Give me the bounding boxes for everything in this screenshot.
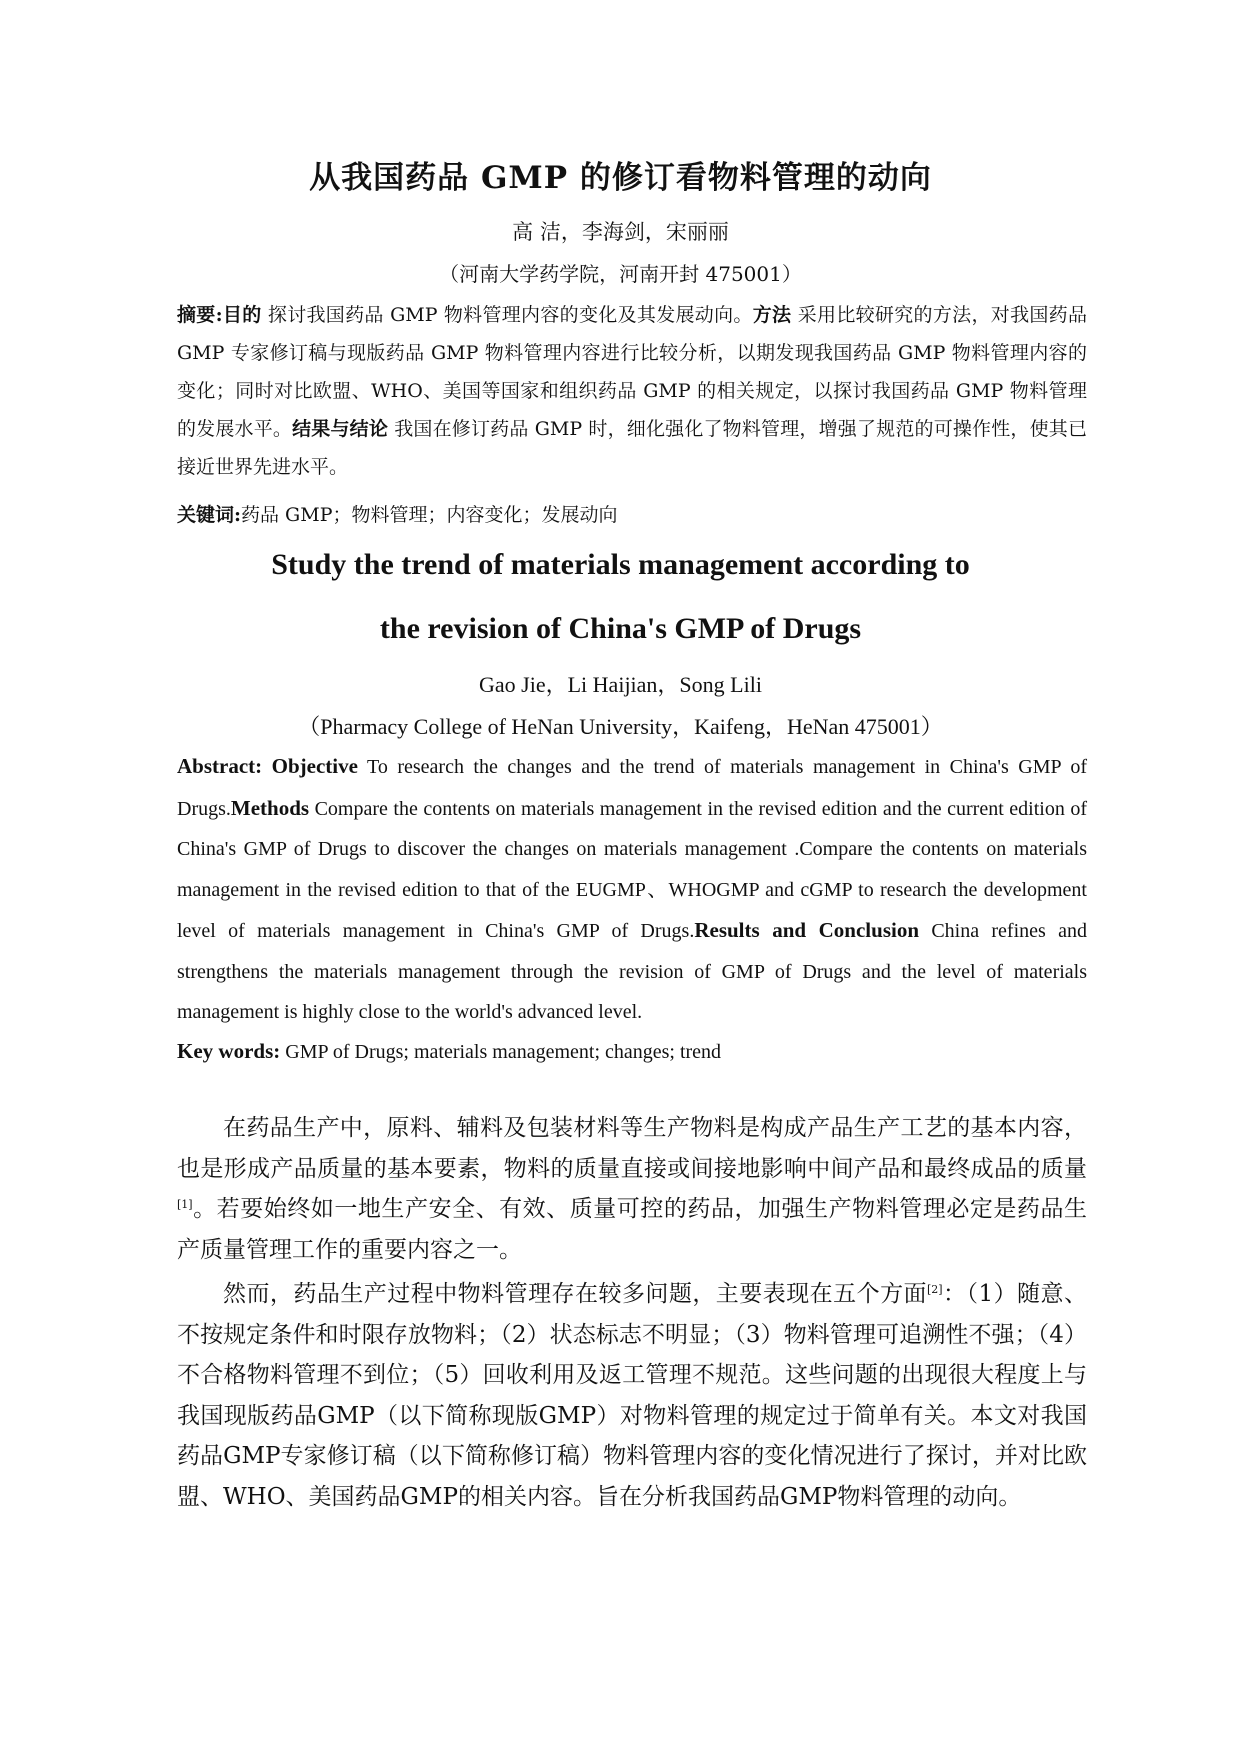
paragraph-text: 然而，药品生产过程中物料管理存在较多问题，主要表现在五个方面 xyxy=(223,1281,927,1307)
results-text: 我国在修订药品 GMP 时，细化强化了物料管理，增强了规范的可操作性，使其已接近世界先进水平。 xyxy=(177,418,1087,478)
paragraph-text: ：（1）随意、不按规定条件和时限存放物料；（2）状态标志不明显；（3）物料管理可追溯性不强；（4）不合格物料管理不到位；（5）回收利用及返工管理不规范。这些问题的出现很大程度上与我国现版药品GMP（以下简称现版GMP）对物料管理的规定过于简单有关。本文对我国药品GMP专家修订稿（以下简称修订稿）物料管理内容的变化情况进行了探讨，并对比欧盟、WHO、美国药品GMP的相关内容。旨在分析我国药品GMP物料管理的动向。 xyxy=(177,1281,1087,1510)
body-paragraph-1 xyxy=(177,1108,1087,1270)
chinese-title: 从我国药品 GMP 的修订看物料管理的动向 xyxy=(309,160,932,196)
methods-label: 方法 xyxy=(752,304,792,326)
english-keywords xyxy=(177,1036,1087,1067)
paragraph-text: 。若要始终如一地生产安全、有效、质量可控的药品，加强生产物料管理必定是药品生产质量管理工作的重要内容之一。 xyxy=(177,1196,1087,1263)
keywords-label: 关键词: xyxy=(177,504,242,526)
keywords-label: Key words: xyxy=(177,1039,281,1063)
results-text: China refines and strengthens the materials management through the revision of GMP of Drugs and the level of materials management is highly close to the world's advanced level. xyxy=(177,920,1087,1023)
methods-text: Compare the contents on materials management in the revised edition and the current edition of China's GMP of Drugs to discover the changes on materials management .Compare the contents on materials management in the revised edition to that of the EUGMP、WHOGMP and cGMP to research the development level of materials management in China's GMP of Drugs. xyxy=(177,797,1087,942)
chinese-affiliation: （河南大学药学院，河南开封 475001） xyxy=(439,262,802,286)
methods-label: Methods xyxy=(230,795,310,820)
objective-label: Objective xyxy=(271,754,358,778)
english-affiliation: （Pharmacy College of HeNan University，Kaifeng，HeNan 475001） xyxy=(298,714,943,739)
english-title-line2: the revision of China's GMP of Drugs xyxy=(379,612,862,645)
chinese-abstract xyxy=(177,296,1087,486)
english-authors: Gao Jie，Li Haijian，Song Lili xyxy=(479,672,762,697)
english-title-line1: Study the trend of materials management according to xyxy=(271,548,970,581)
methods-text: 采用比较研究的方法，对我国药品 GMP 专家修订稿与现版药品 GMP 物料管理内容进行比较分析，以期发现我国药品 GMP 物料管理内容的变化；同时对比欧盟、WHO、美国等国家和组织药品 GMP 的相关规定，以探讨我国药品 GMP 物料管理的发展水平。 xyxy=(177,304,1087,440)
keywords-text: 药品 GMP；物料管理；内容变化；发展动向 xyxy=(241,504,618,526)
english-abstract xyxy=(177,746,1087,1033)
paragraph-text: 在药品生产中，原料、辅料及包装材料等生产物料是构成产品生产工艺的基本内容，也是形成产品质量的基本要素，物料的质量直接或间接地影响中间产品和最终成品的质量 xyxy=(177,1115,1087,1182)
objective-text: To research the changes and the trend of materials management in China's GMP of Drugs. xyxy=(177,756,1088,820)
citation-ref: [2] xyxy=(927,1283,943,1296)
results-label: 结果与结论 xyxy=(292,418,389,440)
body-paragraph-2 xyxy=(177,1274,1087,1517)
chinese-authors: 高 洁，李海剑，宋丽丽 xyxy=(512,220,729,244)
abstract-label: 摘要: xyxy=(177,304,223,326)
objective-label: 目的 xyxy=(222,304,262,326)
results-label: Results and Conclusion xyxy=(694,918,920,942)
abstract-label: Abstract: xyxy=(177,754,263,778)
citation-ref: [1] xyxy=(177,1198,193,1211)
chinese-keywords xyxy=(177,500,1087,530)
keywords-text: GMP of Drugs; materials management; changes; trend xyxy=(280,1041,722,1063)
objective-text: 探讨我国药品 GMP 物料管理内容的变化及其发展动向。 xyxy=(261,304,753,326)
